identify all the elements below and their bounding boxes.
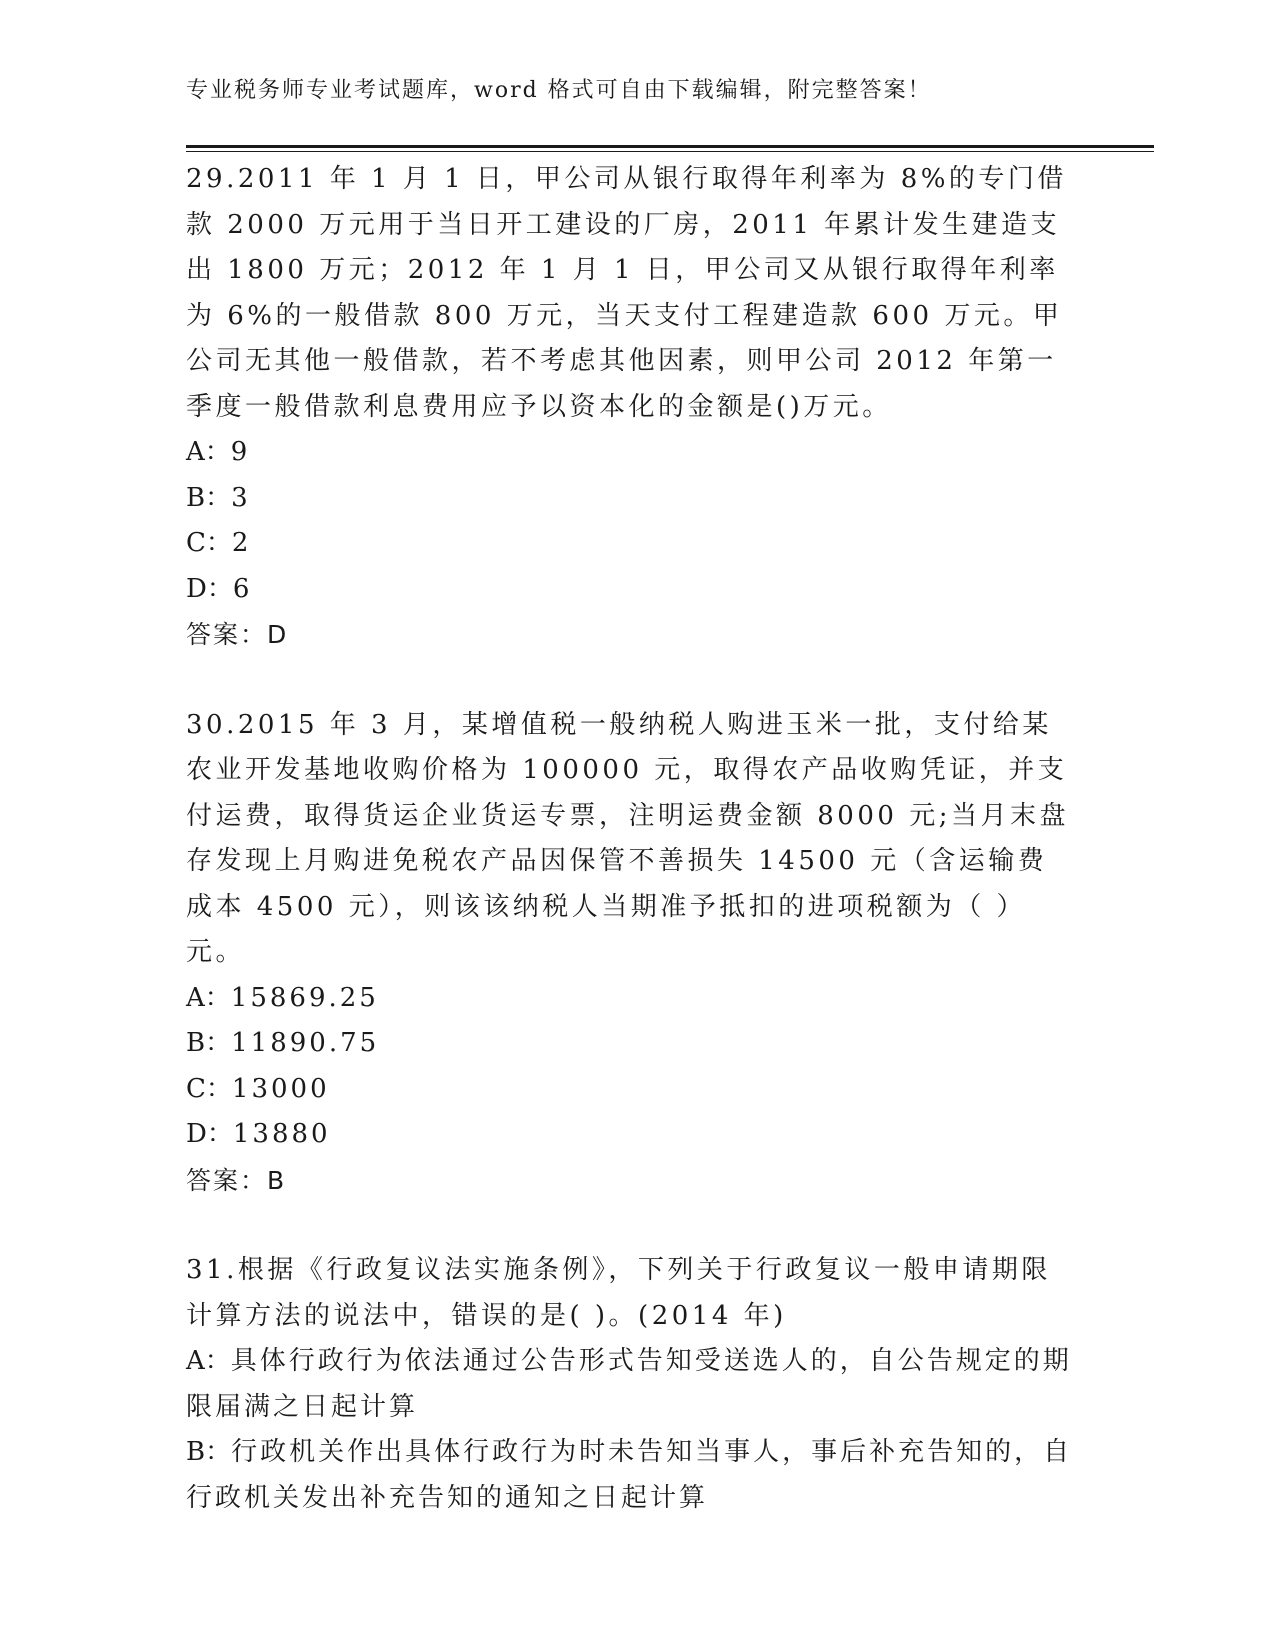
- question-31: [186, 1248, 1076, 1521]
- question-text: 31.根据《行政复议法实施条例》，下列关于行政复议一般申请期限计算方法的说法中，错误的是( )。(2014 年): [186, 1255, 1051, 1331]
- option-value: 2: [231, 528, 252, 558]
- question-spacer: [186, 658, 1076, 703]
- option-label: A：: [186, 437, 231, 467]
- option-value: 行政机关作出具体行政行为时未告知当事人，事后补充告知的，自行政机关发出补充告知的通知之日起计算: [186, 1437, 1073, 1513]
- answer-text: 答案：B: [186, 1165, 287, 1195]
- option-c: [186, 1067, 1076, 1113]
- option-value: 具体行政行为依法通过公告形式告知受送选人的，自公告规定的期限届满之日起计算: [186, 1346, 1072, 1422]
- option-d: [186, 567, 1076, 613]
- option-label: D：: [186, 573, 233, 604]
- option-label: A：: [186, 982, 231, 1013]
- option-value: 9: [230, 437, 251, 467]
- option-label: C：: [186, 528, 232, 558]
- option-value: 13880: [232, 1119, 331, 1149]
- question-spacer: [186, 1203, 1076, 1248]
- option-a: [186, 1339, 1076, 1430]
- header-rule-thick: [186, 145, 1154, 148]
- option-b: [186, 476, 1076, 522]
- option-label: D：: [186, 1119, 233, 1149]
- question-text: 29.2011 年 1 月 1 日，甲公司从银行取得年利率为 8%的专门借款 2000 万元用于当日开工建设的厂房，2011 年累计发生建造支出 1800 万元；2012 年 1 月 1 日，甲公司又从银行取得年利率为 6%的一般借款 800 万元，当天支付工程建造款 600 万元。甲公司无其他一般借款，若不考虑其他因素，则甲公司 2012 年第一季度一般借款利息费用应予以资本化的金额是()万元。: [186, 164, 1067, 422]
- option-a: [186, 976, 1076, 1022]
- header-rule-thin: [186, 151, 1154, 152]
- option-label: B：: [186, 482, 232, 513]
- option-b: [186, 1430, 1076, 1521]
- option-b: [186, 1021, 1076, 1067]
- option-value: 6: [232, 573, 253, 604]
- option-value: 3: [231, 482, 251, 513]
- option-value: 13000: [231, 1073, 330, 1104]
- option-label: C：: [186, 1073, 232, 1104]
- option-c: [186, 521, 1076, 567]
- question-text: 30.2015 年 3 月，某增值税一般纳税人购进玉米一批，支付给某农业开发基地收购价格为 100000 元，取得农产品收购凭证，并支付运费，取得货运企业货运专票，注明运费金额 8000 元;当月末盘存发现上月购进免税农产品因保管不善损失 14500 元（含运输费成本 4500 元），则该该纳税人当期准予抵扣的进项税额为（ ）元。: [186, 709, 1069, 967]
- answer-text: 答案：D: [186, 620, 289, 649]
- option-label: B：: [186, 1028, 232, 1058]
- option-label: A：: [186, 1346, 231, 1376]
- option-d: [186, 1112, 1076, 1158]
- option-a: [186, 430, 1076, 476]
- option-value: 11890.75: [231, 1028, 380, 1058]
- question-30: [186, 703, 1076, 1204]
- option-label: B：: [186, 1437, 232, 1467]
- question-list: [186, 157, 1076, 1521]
- question-29: [186, 157, 1076, 658]
- option-value: 15869.25: [230, 982, 379, 1013]
- page-header: 专业税务师专业考试题库，word 格式可自由下载编辑，附完整答案！: [186, 78, 932, 103]
